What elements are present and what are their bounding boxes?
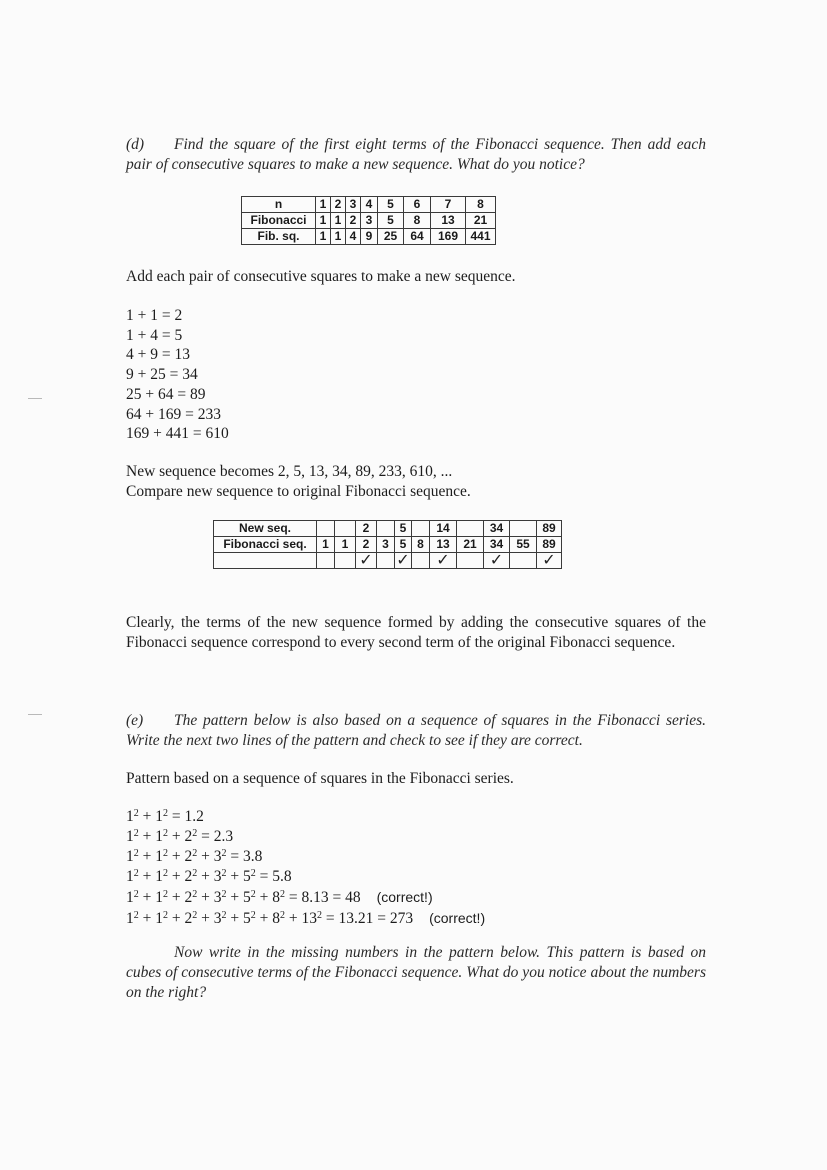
pattern-line: $1^2 + 1^2 + 2^2 + 3^2 + 5^2 + 8^2 + 13^2 = 13.21 = 273$ (correct!) xyxy=(126,910,486,927)
table-cell: 2 xyxy=(356,521,377,537)
sum-line: 1 + 1 = 2 xyxy=(126,307,183,324)
exponent: 2 xyxy=(221,910,227,921)
margin-mark xyxy=(28,714,42,715)
row-header-cell xyxy=(214,553,317,569)
exponent: 2 xyxy=(163,848,168,859)
check-mark-icon: ✓ xyxy=(430,553,457,569)
table-cell: 1 xyxy=(316,229,331,245)
exponent: 2 xyxy=(250,868,256,879)
part-e-question-text: The pattern below is also based on a sequence of squares in the Fibonacci series. Write the next two lines of the pattern and check to see if they are correct. xyxy=(126,712,706,749)
table-row xyxy=(214,521,562,537)
pattern-line: $1^2 + 1^2 + 2^2 + 3^2 = 3.8$ xyxy=(126,848,263,865)
part-e-question xyxy=(126,711,706,751)
part-d-label: (d) xyxy=(126,136,145,153)
pattern-result: = 8.13 = 48 xyxy=(285,889,361,906)
table-cell: 4 xyxy=(346,229,361,245)
table-cell: 1 xyxy=(331,229,346,245)
exponent: 2 xyxy=(163,889,168,900)
row-header-cell: n xyxy=(242,197,316,213)
part-d-question xyxy=(126,135,706,175)
pattern-line: $1^2 + 1^2 + 2^2 = 2.3$ xyxy=(126,828,234,845)
sum-line: 1 + 4 = 5 xyxy=(126,326,183,344)
base-term: 2 xyxy=(184,828,193,845)
table-cell: 13 xyxy=(430,537,457,553)
table-row xyxy=(214,553,562,569)
exponent: 2 xyxy=(133,889,139,900)
exponent: 2 xyxy=(250,910,256,921)
exponent: 2 xyxy=(192,828,198,839)
sum-line: 25 + 64 = 89 xyxy=(126,385,206,403)
exponent: 2 xyxy=(250,889,256,900)
pattern-result: = 3.8 xyxy=(226,848,263,865)
base-term: 2 xyxy=(184,868,193,885)
table-cell: 169 xyxy=(431,229,466,245)
table-cell: 2 xyxy=(346,213,361,229)
followup-question: Now write in the missing numbers in the pattern below. This pattern is based on cubes of consecutive terms of the Fibonacci sequence. What do you notice about the numbers on the right? xyxy=(126,944,706,1001)
table-cell: 21 xyxy=(457,537,484,553)
new-sequence-text: New sequence becomes 2, 5, 13, 34, 89, 233, 610, ... xyxy=(126,463,453,480)
pattern-line: $1^2 + 1^2 = 1.2$ xyxy=(126,808,204,825)
table-cell: 8 xyxy=(466,197,496,213)
table-cell xyxy=(335,553,356,569)
base-term: 5 xyxy=(243,889,251,906)
base-term: 1 xyxy=(126,808,134,825)
table-cell: 3 xyxy=(377,537,395,553)
exponent: 2 xyxy=(317,910,322,921)
table-cell xyxy=(335,521,356,537)
table-cell xyxy=(377,553,395,569)
table-cell: 5 xyxy=(378,213,404,229)
base-term: 2 xyxy=(184,848,193,865)
row-header-cell: New seq. xyxy=(214,521,317,537)
sum-line: 9 + 25 = 34 xyxy=(126,366,198,384)
exponent: 2 xyxy=(163,828,168,839)
base-term: 3 xyxy=(213,889,222,906)
base-term: 1 xyxy=(126,889,134,906)
table-cell: 1 xyxy=(316,197,331,213)
base-term: 3 xyxy=(213,848,222,865)
compare-text: Compare new sequence to original Fibonacci sequence. xyxy=(126,483,471,500)
exponent: 2 xyxy=(133,828,139,839)
pattern-result: = 5.8 xyxy=(255,868,292,885)
check-mark-icon: ✓ xyxy=(537,553,562,569)
base-term: 1 xyxy=(155,889,163,906)
table-cell: 1 xyxy=(317,537,335,553)
base-term: 1 xyxy=(126,848,134,865)
base-term: 2 xyxy=(184,910,193,927)
exponent: 2 xyxy=(163,808,168,819)
part-e-label: (e) xyxy=(126,712,144,729)
table-cell: 4 xyxy=(361,197,378,213)
compare-table xyxy=(213,520,562,569)
pattern-result: = 2.3 xyxy=(197,828,234,845)
table-cell: 7 xyxy=(431,197,466,213)
table-cell: 8 xyxy=(404,213,431,229)
exponent: 2 xyxy=(133,848,139,859)
table-row xyxy=(214,537,562,553)
row-header-cell: Fibonacci seq. xyxy=(214,537,317,553)
table-cell: 55 xyxy=(510,537,537,553)
table-cell: 13 xyxy=(431,213,466,229)
base-term: 1 xyxy=(155,868,163,885)
exponent: 2 xyxy=(192,910,198,921)
table-cell: 8 xyxy=(412,537,430,553)
base-term: 13 xyxy=(301,910,317,927)
exponent: 2 xyxy=(280,889,285,900)
pattern-intro: Pattern based on a sequence of squares in the Fibonacci series. xyxy=(126,770,514,787)
table-cell: 3 xyxy=(361,213,378,229)
correct-note: (correct!) xyxy=(429,910,486,926)
base-term: 1 xyxy=(126,910,134,927)
table-cell: 89 xyxy=(537,521,562,537)
table-cell: 2 xyxy=(331,197,346,213)
exponent: 2 xyxy=(192,889,198,900)
fibonacci-squares-table xyxy=(241,196,496,245)
exponent: 2 xyxy=(192,848,198,859)
table-cell: 2 xyxy=(356,537,377,553)
base-term: 5 xyxy=(243,868,251,885)
table-cell xyxy=(412,521,430,537)
sum-line: 4 + 9 = 13 xyxy=(126,346,190,364)
exponent: 2 xyxy=(221,868,227,879)
square-pattern xyxy=(126,807,485,929)
table-cell: 1 xyxy=(335,537,356,553)
margin-mark xyxy=(28,398,42,399)
base-term: 1 xyxy=(155,848,163,865)
conclusion-text: Clearly, the terms of the new sequence formed by adding the consecutive squares of the Fibonacci sequence correspond to every second term of the original Fibonacci sequence. xyxy=(126,614,706,651)
table-cell: 1 xyxy=(331,213,346,229)
base-term: 5 xyxy=(243,910,251,927)
sum-line: 169 + 441 = 610 xyxy=(126,425,229,443)
correct-note: (correct!) xyxy=(376,889,433,905)
base-term: 8 xyxy=(272,910,280,927)
table-cell xyxy=(412,553,430,569)
base-term: 8 xyxy=(272,889,280,906)
table-cell: 3 xyxy=(346,197,361,213)
base-term: 1 xyxy=(155,828,163,845)
pattern-result: = 13.21 = 273 xyxy=(322,910,414,927)
exponent: 2 xyxy=(133,910,139,921)
table-cell: 64 xyxy=(404,229,431,245)
table-cell xyxy=(377,521,395,537)
exponent: 2 xyxy=(280,910,285,921)
exponent: 2 xyxy=(163,868,168,879)
exponent: 2 xyxy=(221,889,227,900)
table-cell xyxy=(510,521,537,537)
table-cell: 14 xyxy=(430,521,457,537)
base-term: 2 xyxy=(184,889,193,906)
check-mark-icon: ✓ xyxy=(356,553,377,569)
table-cell: 5 xyxy=(395,537,412,553)
table-cell xyxy=(317,521,335,537)
base-term: 1 xyxy=(155,910,163,927)
table-cell: 21 xyxy=(466,213,496,229)
base-term: 1 xyxy=(126,868,134,885)
table-cell: 441 xyxy=(466,229,496,245)
exponent: 2 xyxy=(192,868,198,879)
check-mark-icon: ✓ xyxy=(484,553,510,569)
table-cell: 1 xyxy=(316,213,331,229)
part-d-question-text: Find the square of the first eight terms of the Fibonacci sequence. Then add each pair of consecutive squares to make a new sequence. What do you notice? xyxy=(126,136,706,173)
base-term: 3 xyxy=(213,910,222,927)
table-cell: 34 xyxy=(484,521,510,537)
table-cell: 5 xyxy=(395,521,412,537)
base-term: 1 xyxy=(155,808,163,825)
base-term: 3 xyxy=(213,868,222,885)
row-header-cell: Fibonacci xyxy=(242,213,316,229)
table-cell: 9 xyxy=(361,229,378,245)
table-cell: 89 xyxy=(537,537,562,553)
table-row xyxy=(242,229,496,245)
instruction-text: Add each pair of consecutive squares to make a new sequence. xyxy=(126,268,516,285)
pattern-line: $1^2 + 1^2 + 2^2 + 3^2 + 5^2 = 5.8$ xyxy=(126,868,292,885)
table-cell: 6 xyxy=(404,197,431,213)
sums-list xyxy=(126,306,229,444)
table-row xyxy=(242,197,496,213)
exponent: 2 xyxy=(221,848,227,859)
row-header-cell: Fib. sq. xyxy=(242,229,316,245)
table-cell xyxy=(510,553,537,569)
table-cell xyxy=(457,553,484,569)
exponent: 2 xyxy=(133,808,139,819)
pattern-result: = 1.2 xyxy=(168,808,204,825)
table-row xyxy=(242,213,496,229)
exponent: 2 xyxy=(163,910,168,921)
table-cell: 5 xyxy=(378,197,404,213)
sum-line: 64 + 169 = 233 xyxy=(126,405,221,423)
table-cell: 34 xyxy=(484,537,510,553)
base-term: 1 xyxy=(126,828,134,845)
table-cell: 25 xyxy=(378,229,404,245)
pattern-line: $1^2 + 1^2 + 2^2 + 3^2 + 5^2 + 8^2 = 8.13 = 48$ (correct!) xyxy=(126,889,433,906)
table-cell xyxy=(457,521,484,537)
table-cell xyxy=(317,553,335,569)
exponent: 2 xyxy=(133,868,139,879)
check-mark-icon: ✓ xyxy=(396,552,410,569)
